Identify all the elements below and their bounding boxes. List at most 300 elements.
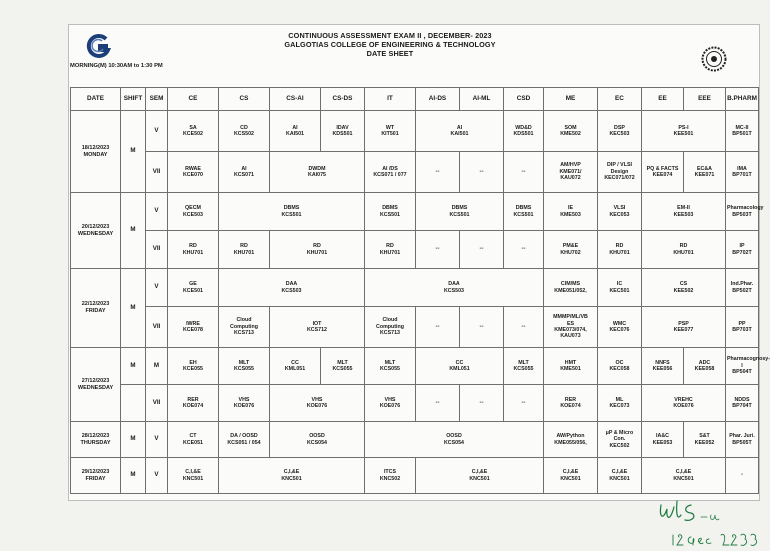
table-row <box>71 231 759 269</box>
cell-line-primary: RER <box>564 396 577 403</box>
cell-line-secondary: KCS713 <box>233 330 255 337</box>
exam-cell <box>642 193 726 231</box>
exam-cell <box>684 348 726 385</box>
cell-line-secondary: KAI075 <box>308 172 326 178</box>
cell-line-secondary: BP703T <box>732 327 752 333</box>
cell-line-primary: PP <box>738 320 746 327</box>
table-row <box>71 458 759 494</box>
cell-line-primary: C,I,&E <box>185 469 201 476</box>
college-logo-icon <box>86 34 112 58</box>
cell-line-primary: PSP <box>678 320 689 327</box>
sem-cell: V <box>146 111 168 152</box>
cell-line-secondary: KEE503 <box>673 211 694 218</box>
cell-line-primary: AI <box>241 165 247 172</box>
cell-line-secondary: KCS501 <box>281 211 302 218</box>
sem-cell: VII <box>146 307 168 348</box>
exam-cell <box>416 348 504 385</box>
cell-line-secondary: KCS501 <box>513 211 534 218</box>
cell-line-secondary: KNC501 <box>673 475 694 482</box>
cell-line-primary: EM-II <box>677 205 690 212</box>
exam-cell <box>168 231 219 269</box>
cell-line-secondary: KEE053 <box>652 439 673 446</box>
cell-line-secondary: WEDNESDAY <box>77 384 114 391</box>
shift-cell-empty <box>121 385 146 422</box>
shift-cell: M <box>121 348 146 385</box>
exam-cell <box>416 193 504 231</box>
cell-line-primary: IC <box>616 281 623 288</box>
shift-cell: M <box>121 458 146 494</box>
cell-line-primary: CC <box>291 359 299 366</box>
exam-cell <box>219 422 270 458</box>
date-cell <box>71 422 121 458</box>
cell-line-secondary: KCS054 <box>443 439 465 446</box>
cell-line-secondary: KCE503 <box>182 211 204 218</box>
shift-cell: M <box>121 193 146 269</box>
shift-cell: M <box>121 422 146 458</box>
exam-cell <box>598 458 642 494</box>
cell-line-primary: SA <box>189 124 197 131</box>
exam-cell <box>642 458 726 494</box>
cell-line-secondary: KDS501 <box>332 131 353 137</box>
empty-cell: -- <box>416 385 460 422</box>
cell-line-secondary: KCS071 / 077 <box>373 172 407 178</box>
exam-cell <box>219 269 365 307</box>
cell-line-secondary: KME502 <box>560 131 581 137</box>
col-header: CS-DS <box>321 88 365 111</box>
cell-line-secondary: KCS501 <box>449 211 470 218</box>
cell-line-secondary: KOE076 <box>379 403 401 409</box>
cell-line-secondary: KME501 <box>560 366 581 372</box>
cell-line-secondary: I <box>741 362 743 369</box>
cell-line-secondary: KEC053 <box>609 211 630 218</box>
cell-line-secondary: BP505T <box>732 439 752 446</box>
cell-line-secondary: KCS502 <box>233 131 255 137</box>
cell-line-primary: CT <box>189 433 197 440</box>
cell-line-primary: VHS <box>384 396 396 403</box>
cell-line-secondary: KEC502 <box>609 442 630 449</box>
exam-cell <box>544 348 598 385</box>
college-name: GALGOTIAS COLLEGE OF ENGINEERING & TECHNOLOGY <box>284 40 496 49</box>
exam-cell <box>365 111 416 152</box>
table-row <box>71 385 759 422</box>
cell-line-secondary: KCS503 <box>281 287 302 294</box>
cell-line-secondary: Computing <box>376 323 404 330</box>
col-header: IT <box>365 88 416 111</box>
table-row <box>71 152 759 193</box>
cell-line-primary: 27/12/2023 <box>81 377 110 384</box>
exam-cell <box>598 111 642 152</box>
sem-cell: V <box>146 269 168 307</box>
cell-line-secondary: BP502T <box>732 287 752 294</box>
cell-line-primary: PS-I <box>678 124 689 131</box>
cell-line-primary: WT <box>385 124 395 131</box>
exam-cell <box>321 348 365 385</box>
cell-line-primary: 20/12/2023 <box>81 223 110 230</box>
cell-line-primary: QECM <box>185 205 201 212</box>
cell-line-secondary: KCS055 <box>332 366 353 372</box>
cell-line-secondary: KHU701 <box>182 249 204 256</box>
cell-line-primary: IOT <box>312 320 322 327</box>
exam-cell <box>544 111 598 152</box>
cell-line-primary: DAA <box>285 281 298 288</box>
table-row <box>71 348 759 385</box>
cell-line-secondary: KCS055 <box>233 366 255 372</box>
cell-line-secondary: KME073/074, <box>554 327 587 333</box>
cell-line-primary: DBMS <box>515 205 532 212</box>
exam-cell <box>544 152 598 193</box>
exam-cell <box>168 422 219 458</box>
empty-cell: -- <box>504 307 544 348</box>
cell-line-primary: CS <box>679 281 688 288</box>
exam-cell <box>598 385 642 422</box>
exam-cell <box>726 307 759 348</box>
cell-line-secondary: KCE051 <box>182 439 204 446</box>
cell-line-primary: EC&A <box>696 165 712 172</box>
exam-cell <box>168 111 219 152</box>
cell-line-secondary: KCS055 <box>513 366 534 372</box>
cell-line-primary: ITCS <box>383 469 397 476</box>
exam-cell <box>270 231 365 269</box>
exam-cell <box>219 385 270 422</box>
exam-cell <box>642 269 726 307</box>
cell-line-primary: DBMS <box>283 205 300 212</box>
cell-line-primary: MC-II <box>735 124 749 131</box>
col-header: DATE <box>71 88 121 111</box>
institute-seal-icon <box>701 46 727 72</box>
exam-cell <box>684 152 726 193</box>
exam-cell <box>726 152 759 193</box>
col-header: CSD <box>504 88 544 111</box>
date-cell <box>71 193 121 269</box>
exam-cell <box>726 111 759 152</box>
cell-line-secondary: KME051/052, <box>554 287 587 294</box>
cell-line-secondary: Computing <box>230 323 258 330</box>
cell-line-secondary: KAI501 <box>286 131 304 137</box>
cell-line-primary: IWRE <box>186 320 200 327</box>
cell-line-primary: DIP / VLSI <box>607 162 632 169</box>
exam-cell <box>365 458 416 494</box>
col-header: EEE <box>684 88 726 111</box>
cell-line-primary: IDAV <box>336 124 349 131</box>
sheet-title: DATE SHEET <box>366 49 414 58</box>
exam-cell <box>642 422 684 458</box>
cell-line-secondary: KNC501 <box>281 475 302 482</box>
table-row <box>71 422 759 458</box>
exam-cell <box>504 348 544 385</box>
sem-cell: V <box>146 422 168 458</box>
cell-line-primary: WD&D <box>515 124 532 131</box>
cell-line-primary: C,I,&E <box>611 469 628 476</box>
cell-line-secondary: KCE078 <box>182 327 204 333</box>
exam-cell <box>684 422 726 458</box>
date-sheet-table <box>70 87 770 494</box>
exam-cell <box>726 422 759 458</box>
cell-line-secondary: KML051 <box>449 366 470 372</box>
exam-cell <box>726 348 770 385</box>
cell-line-secondary: KCS054 <box>306 439 328 446</box>
exam-cell <box>168 348 219 385</box>
exam-cell <box>598 193 642 231</box>
exam-cell <box>642 111 726 152</box>
cell-line-secondary: KAI501 <box>450 131 469 137</box>
cell-line-primary: DA / OOSD <box>230 433 258 440</box>
cell-line-primary: MLT <box>518 359 529 366</box>
empty-cell: -- <box>460 231 504 269</box>
cell-line-secondary: KCS712 <box>306 327 328 333</box>
exam-cell <box>365 307 416 348</box>
cell-line-secondary: KEE502 <box>673 287 694 294</box>
empty-cell: -- <box>460 307 504 348</box>
cell-line-primary: 29/12/2023 <box>81 468 110 475</box>
col-header: AI-DS <box>416 88 460 111</box>
exam-cell <box>726 269 759 307</box>
cell-line-primary: HMT <box>564 359 577 366</box>
cell-line-secondary: KEE058 <box>694 366 715 372</box>
exam-cell <box>642 231 726 269</box>
cell-line-secondary: KEC501 <box>609 287 630 294</box>
cell-line-primary: DSP <box>614 124 625 131</box>
exam-cell <box>219 193 365 231</box>
empty-cell: -- <box>460 152 504 193</box>
cell-line-secondary: KOE074 <box>182 403 204 409</box>
col-header: CS <box>219 88 270 111</box>
cell-line-secondary: KHU701 <box>233 249 255 256</box>
cell-line-primary: 28/12/2023 <box>81 432 110 439</box>
empty-cell: -- <box>416 307 460 348</box>
exam-cell <box>365 231 416 269</box>
col-header: B.PHARM <box>726 88 759 111</box>
exam-cell <box>168 307 219 348</box>
cell-line-secondary: BP701T <box>732 172 752 178</box>
cell-line-secondary: KCS051 / 054 <box>227 439 261 446</box>
exam-cell <box>365 385 416 422</box>
cell-line-primary: CC <box>455 359 464 366</box>
cell-line-primary: VHS <box>311 396 323 403</box>
exam-cell <box>270 111 321 152</box>
cell-line-primary: NDDS <box>734 396 750 403</box>
empty-cell: -- <box>504 231 544 269</box>
exam-cell <box>270 348 321 385</box>
exam-cell <box>365 348 416 385</box>
cell-line-secondary: KAU073 <box>560 333 581 340</box>
empty-cell: -- <box>504 385 544 422</box>
cell-line-primary: SOM <box>564 124 577 131</box>
col-header: EC <box>598 88 642 111</box>
col-header: CE <box>168 88 219 111</box>
cell-line-primary: AM/HVP <box>560 162 581 169</box>
cell-line-secondary: KEC073 <box>609 403 630 409</box>
header-row <box>71 88 759 111</box>
cell-line-secondary: KCS713 <box>379 330 401 337</box>
exam-cell <box>219 231 270 269</box>
cell-line-primary: ML <box>615 396 624 403</box>
cell-line-primary: MMMP/ML/VB <box>553 314 588 321</box>
cell-line-primary: C,I,&E <box>562 469 579 476</box>
exam-cell <box>270 307 365 348</box>
empty-cell: -- <box>416 231 460 269</box>
exam-cell <box>365 269 544 307</box>
cell-line-secondary: KML051 <box>284 366 306 372</box>
cell-line-primary: MLT <box>384 359 396 366</box>
cell-line-primary: S&T <box>699 433 710 440</box>
sem-cell: VII <box>146 152 168 193</box>
cell-line-primary: CD <box>240 124 248 131</box>
cell-line-primary: C,I,&E <box>675 469 692 476</box>
cell-line-secondary: KEE071 <box>694 172 715 178</box>
empty-cell: -- <box>504 152 544 193</box>
cell-line-secondary: KEE501 <box>673 131 694 137</box>
exam-cell <box>642 348 684 385</box>
cell-line-primary: ADC <box>698 359 711 366</box>
cell-line-primary: µP & Micro <box>605 429 634 436</box>
exam-cell <box>544 385 598 422</box>
exam-cell <box>598 307 642 348</box>
empty-cell: -- <box>416 152 460 193</box>
cell-line-secondary: THURSDAY <box>80 439 111 446</box>
empty-cell: - <box>726 458 759 494</box>
col-header: EE <box>642 88 684 111</box>
exam-cell <box>219 458 365 494</box>
cell-line-secondary: FRIDAY <box>85 308 106 314</box>
exam-cell <box>544 422 598 458</box>
cell-line-secondary: KEE056 <box>652 366 673 372</box>
cell-line-secondary: KNC501 <box>469 475 490 482</box>
exam-cell <box>365 422 544 458</box>
cell-line-secondary: KHU702 <box>560 249 581 256</box>
date-cell <box>71 348 121 422</box>
cell-line-secondary: KCE070 <box>182 172 204 178</box>
cell-line-primary: AI /DS <box>382 165 398 172</box>
sem-cell: VII <box>146 385 168 422</box>
cell-line-primary: OOSD <box>309 433 325 440</box>
cell-line-secondary: KCE502 <box>182 131 204 137</box>
exam-cell <box>365 193 416 231</box>
cell-line-secondary: KCS071 <box>233 172 255 178</box>
cell-line-secondary: KCE501 <box>182 287 204 294</box>
cell-line-secondary: KEE074 <box>652 172 673 178</box>
cell-line-primary: IMA <box>737 165 747 172</box>
cell-line-primary: DWDM <box>308 165 326 172</box>
exam-cell <box>726 385 759 422</box>
exam-cell <box>168 269 219 307</box>
col-header: CS-AI <box>270 88 321 111</box>
shift-cell: M <box>121 269 146 348</box>
sem-cell: M <box>146 348 168 385</box>
cell-line-secondary: KDS501 <box>513 131 534 137</box>
cell-line-primary: IE <box>567 205 573 212</box>
cell-line-secondary: KIT501 <box>381 131 399 137</box>
cell-line-primary: WMC <box>612 320 627 327</box>
cell-line-primary: Pharmacology <box>727 205 764 212</box>
exam-cell <box>598 348 642 385</box>
cell-line-primary: VHS <box>238 396 250 403</box>
sem-cell: VII <box>146 231 168 269</box>
cell-line-secondary: BP503T <box>732 211 752 218</box>
cell-line-primary: EH <box>189 359 197 366</box>
cell-line-secondary: KOE074 <box>560 403 581 409</box>
shift-timing: MORNING(M) 10:30AM to 1:30 PM <box>70 63 163 69</box>
col-header: SEM <box>146 88 168 111</box>
cell-line-primary: PQ & FACTS <box>646 165 679 172</box>
cell-line-primary: CIM/MS <box>560 281 581 288</box>
cell-line-primary: RWAE <box>185 165 201 172</box>
cell-line-primary: RD <box>240 243 248 250</box>
cell-line-primary: NNFS <box>655 359 670 366</box>
sem-cell: V <box>146 458 168 494</box>
cell-line-primary: DBMS <box>382 205 398 212</box>
cell-line-secondary: KME503 <box>560 211 581 218</box>
exam-cell <box>598 269 642 307</box>
cell-line-primary: RD <box>386 243 394 250</box>
date-cell <box>71 269 121 348</box>
cell-line-secondary: BP702T <box>732 249 752 256</box>
exam-cell <box>270 152 365 193</box>
exam-cell <box>642 152 684 193</box>
exam-cell <box>726 231 759 269</box>
exam-cell <box>598 231 642 269</box>
cell-line-secondary: Con. <box>613 436 626 443</box>
exam-cell <box>168 458 219 494</box>
exam-cell <box>544 269 598 307</box>
exam-cell <box>219 152 270 193</box>
exam-cell <box>544 231 598 269</box>
cell-line-secondary: WEDNESDAY <box>77 230 114 237</box>
exam-cell <box>416 458 544 494</box>
cell-line-primary: GE <box>189 281 197 288</box>
exam-cell <box>642 307 726 348</box>
cell-line-secondary: KOE076 <box>673 403 694 409</box>
cell-line-secondary: KOE076 <box>233 403 255 409</box>
exam-cell <box>598 422 642 458</box>
col-header: AI-ML <box>460 88 504 111</box>
shift-cell: M <box>121 111 146 193</box>
date-cell <box>71 111 121 193</box>
cell-line-secondary: KCS503 <box>443 287 465 294</box>
cell-line-primary: Cloud <box>382 317 398 324</box>
cell-line-secondary: KHU701 <box>673 249 694 256</box>
cell-line-secondary: KHU701 <box>379 249 401 256</box>
exam-cell <box>168 152 219 193</box>
cell-line-primary: OC <box>615 359 624 366</box>
exam-cell <box>270 422 365 458</box>
exam-cell <box>365 152 416 193</box>
exam-cell <box>504 111 544 152</box>
cell-line-primary: RD <box>615 243 624 250</box>
table-row <box>71 193 759 231</box>
cell-line-secondary: KOE076 <box>306 403 328 409</box>
cell-line-primary: Phar. Juri. <box>729 433 755 440</box>
date-cell <box>71 458 121 494</box>
cell-line-primary: IP <box>739 243 745 250</box>
cell-line-primary: RD <box>679 243 688 250</box>
exam-cell <box>168 385 219 422</box>
cell-line-primary: MLT <box>337 359 348 366</box>
exam-cell <box>219 348 270 385</box>
cell-line-secondary: KNC501 <box>182 475 204 482</box>
table-row <box>71 307 759 348</box>
cell-line-secondary: ES <box>566 320 575 327</box>
cell-line-secondary: KNC502 <box>379 475 401 482</box>
exam-cell <box>416 111 504 152</box>
exam-title: CONTINUOUS ASSESSMENT EXAM II , DECEMBER- 2023 <box>288 31 492 40</box>
exam-cell <box>544 193 598 231</box>
cell-line-primary: RD <box>189 243 197 250</box>
cell-line-secondary: KME071/ <box>559 168 582 175</box>
cell-line-primary: 22/12/2023 <box>81 301 110 307</box>
cell-line-primary: C,I,&E <box>283 469 300 476</box>
table-row <box>71 111 759 152</box>
cell-line-secondary: KME055/056, <box>554 439 587 446</box>
